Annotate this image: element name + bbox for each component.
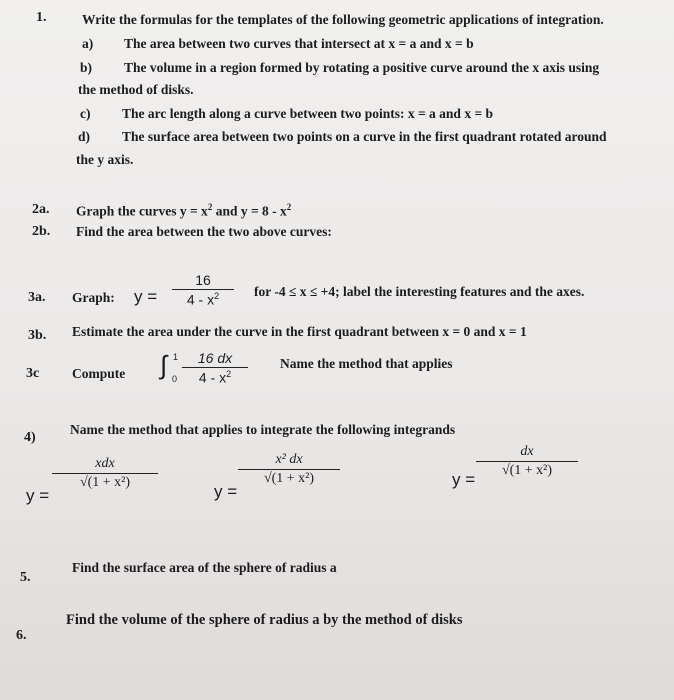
q1b-label: b)	[80, 60, 93, 75]
q1b-text: The volume in a region formed by rotating a positive curve around the x axis using	[124, 60, 600, 75]
q3a-label: Graph:	[72, 290, 115, 305]
q3c-number: 3c	[26, 366, 40, 381]
q3c-lower-limit: 0	[172, 374, 178, 384]
q3a-y-label: y =	[134, 287, 158, 306]
q5-number: 5.	[20, 570, 31, 585]
q3c-label: Compute	[72, 366, 126, 381]
q6-text: Find the volume of the sphere of radius a by the method of disks	[66, 612, 463, 628]
q1c-label: c)	[80, 106, 91, 121]
q4-f1-fraction: xdx √(1 + x²)	[52, 456, 158, 491]
q2b-number: 2b.	[32, 224, 51, 239]
q1a-text: The area between two curves that intersect at x = a and x = b	[124, 36, 474, 51]
q4-f2-y-label: y =	[214, 482, 238, 501]
q4-f3-fraction: dx √(1 + x²)	[476, 444, 578, 479]
q4-f3-y-label: y =	[452, 470, 476, 489]
q1d-text: The surface area between two points on a curve in the first quadrant rotated around	[122, 129, 607, 144]
q2a-number: 2a.	[32, 202, 50, 217]
q1b-continuation: the method of disks.	[78, 82, 194, 97]
q6-number: 6.	[16, 628, 27, 643]
q2b-text: Find the area between the two above curves:	[76, 224, 332, 239]
q3c-integral-sign: ∫	[160, 350, 168, 380]
q1-number: 1.	[36, 10, 47, 25]
q1d-continuation: the y axis.	[76, 152, 134, 167]
q2a-text: Graph the curves $y = x^2$ and $y = 8 - x^2$	[76, 202, 292, 219]
q4-f1-y-label: y =	[26, 486, 50, 505]
q1-intro: Write the formulas for the templates of the following geometric applications of integration.	[82, 12, 604, 27]
q3b-text: Estimate the area under the curve in the first quadrant between x = 0 and x = 1	[72, 324, 527, 339]
q1d-label: d)	[78, 129, 91, 144]
q4-text: Name the method that applies to integrate the following integrands	[70, 422, 456, 437]
q3c-upper-limit: 1	[173, 352, 179, 362]
q4-number: 4)	[24, 430, 36, 445]
q5-text: Find the surface area of the sphere of radius a	[72, 560, 337, 575]
q3a-number: 3a.	[28, 290, 46, 305]
q1a-label: a)	[82, 36, 94, 51]
q3a-fraction: 16 $4 - x^2$	[172, 272, 234, 308]
q3a-tail: for -4 ≤ x ≤ +4; label the interesting features and the axes.	[254, 284, 585, 299]
q3b-number: 3b.	[28, 328, 47, 343]
q4-f2-fraction: x² dx √(1 + x²)	[238, 452, 340, 487]
q3c-fraction: 16 dx $4 - x^2$	[182, 350, 248, 386]
q1c-text: The arc length along a curve between two points: x = a and x = b	[122, 106, 494, 121]
q3c-tail: Name the method that applies	[280, 356, 453, 371]
